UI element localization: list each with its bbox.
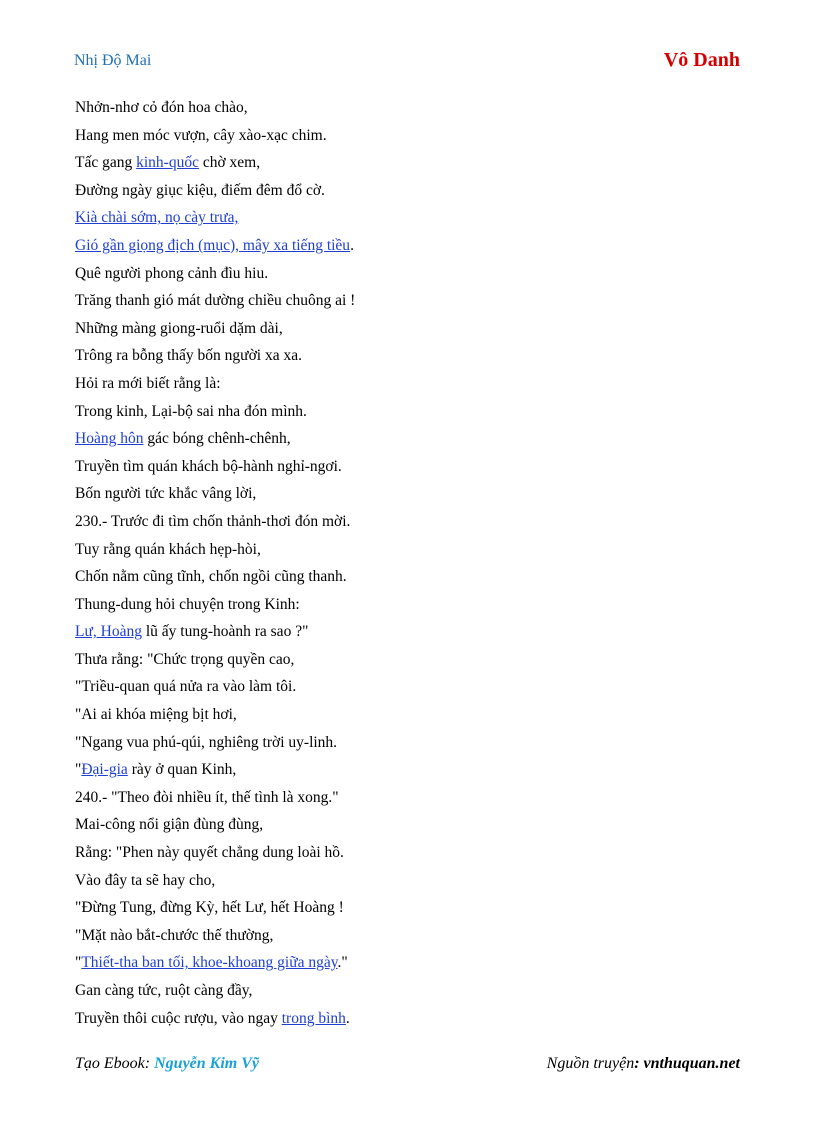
verse-text: Những màng giong-ruổi dặm dài, (75, 319, 283, 337)
verse-text: " (75, 954, 82, 972)
annotation-link[interactable]: Kià chài sớm, nọ cày trưa, (75, 209, 239, 227)
verse-text: Đường ngày giục kiệu, điếm đêm đổ cờ. (75, 181, 325, 199)
verse-line (75, 94, 355, 122)
annotation-link[interactable]: kinh-quốc (136, 154, 199, 172)
verse-line (75, 536, 355, 564)
verse-text: " (75, 761, 82, 779)
verse-line (75, 177, 355, 205)
verse-text: lũ ấy tung-hoành ra sao ?" (141, 623, 309, 641)
ebook-author-name: Nguyễn Kim Vỹ (154, 1055, 259, 1072)
verse-text: ." (337, 954, 348, 972)
source-credit (547, 1055, 740, 1073)
verse-text: Tuy rằng quán khách hẹp-hòi, (75, 540, 261, 558)
verse-line (75, 839, 355, 867)
verse-text: "Ai ai khóa miệng bịt hơi, (75, 706, 237, 724)
verse-text: 240.- "Theo đòi nhiều ít, thế tình là xong." (75, 788, 339, 806)
verse-text: Chốn nằm cũng tĩnh, chốn ngồi cũng thanh. (75, 568, 347, 586)
annotation-link[interactable]: trong bình (281, 1009, 346, 1027)
verse-line (75, 867, 355, 895)
verse-line (75, 977, 355, 1005)
verse-text: Tấc gang (75, 154, 137, 172)
verse-text: Trong kinh, Lại-bộ sai nha đón mình. (75, 402, 307, 420)
verse-line (75, 480, 355, 508)
verse-line (75, 563, 355, 591)
verse-line (75, 315, 355, 343)
verse-text: gác bóng chênh-chênh, (143, 430, 291, 448)
source-site: vnthuquan.net (643, 1055, 740, 1072)
verse-text: Bốn người tức khắc vâng lời, (75, 485, 257, 503)
verse-line (75, 894, 355, 922)
verse-text: chờ xem, (198, 154, 261, 172)
verse-text: Hỏi ra mới biết rằng là: (75, 374, 221, 392)
verse-text: Thung-dung hỏi chuyện trong Kinh: (75, 595, 300, 613)
verse-text: 230.- Trước đi tìm chốn thảnh-thơi đón mời. (75, 512, 351, 530)
annotation-link[interactable]: Lư, Hoàng (75, 623, 142, 641)
verse-line (75, 204, 355, 232)
annotation-link[interactable]: Thiết-tha ban tối, khoe-khoang giữa ngày (81, 954, 338, 972)
ebook-credit-label: Tạo Ebook (75, 1055, 145, 1072)
verse-line (75, 149, 355, 177)
source-credit-label: Nguồn truyện (546, 1055, 635, 1072)
verse-text: rày ở quan Kinh, (127, 761, 237, 779)
annotation-link[interactable]: Gió gần giọng địch (mục), mây xa tiếng tiều (75, 236, 351, 254)
book-title: Nhị Độ Mai (74, 52, 152, 69)
verse-line (75, 784, 355, 812)
verse-line (75, 729, 355, 757)
verse-text: . (350, 236, 354, 254)
verse-text: "Triều-quan quá nửa ra vào làm tôi. (75, 678, 297, 696)
verse-line (75, 591, 355, 619)
verse-line (75, 342, 355, 370)
verse-text: Trăng thanh gió mát dường chiều chuông ai ! (75, 292, 356, 310)
verse-list (75, 94, 355, 1032)
verse-line (75, 646, 355, 674)
verse-text: Thưa rằng: "Chức trọng quyền cao, (75, 650, 295, 668)
verse-line (75, 122, 355, 150)
verse-line (75, 260, 355, 288)
verse-line (75, 508, 355, 536)
verse-text: Quê người phong cảnh đìu hiu. (75, 264, 269, 282)
verse-text: Vào đây ta sẽ hay cho, (75, 871, 216, 889)
verse-line (75, 287, 355, 315)
verse-text: . (345, 1009, 350, 1027)
verse-line (75, 425, 355, 453)
verse-line (75, 673, 355, 701)
author-name: Vô Danh (663, 49, 740, 71)
verse-line (75, 618, 355, 646)
annotation-link[interactable]: Hoàng hôn (75, 430, 144, 448)
verse-line (75, 756, 355, 784)
verse-line (75, 453, 355, 481)
verse-text: "Ngang vua phú-qúi, nghiêng trời uy-linh. (75, 733, 338, 751)
verse-line (75, 811, 355, 839)
verse-text: Mai-công nổi giận đùng đùng, (75, 816, 264, 834)
verse-text: Trông ra bỗng thấy bốn người xa xa. (75, 347, 302, 365)
verse-line (75, 398, 355, 426)
verse-text: Truyền tìm quán khách bộ-hành nghỉ-ngơi. (75, 457, 342, 475)
verse-text: Hang men móc vượn, cây xào-xạc chim. (75, 126, 327, 144)
verse-line (75, 1005, 355, 1033)
verse-text: Nhởn-nhơ cỏ đón hoa chào, (75, 99, 248, 116)
verse-line (75, 701, 355, 729)
verse-line (75, 922, 355, 950)
verse-line (75, 370, 355, 398)
source-credit-sep: : (634, 1055, 644, 1072)
verse-text: Rằng: "Phen này quyết chẳng dung loài hồ. (75, 844, 344, 862)
verse-text: "Đừng Tung, đừng Kỳ, hết Lư, hết Hoàng ! (75, 899, 344, 917)
verse-text: Truyền thôi cuộc rượu, vào ngay (75, 1009, 282, 1027)
annotation-link[interactable]: Đại-gia (81, 761, 128, 779)
ebook-credit (75, 1055, 259, 1073)
verse-line (75, 949, 355, 977)
verse-text: "Mặt nào bắt-chước thế thường, (75, 926, 274, 944)
ebook-credit-sep: : (144, 1055, 155, 1072)
verse-text: Gan càng tức, ruột càng đầy, (75, 982, 253, 999)
verse-line (75, 232, 355, 260)
